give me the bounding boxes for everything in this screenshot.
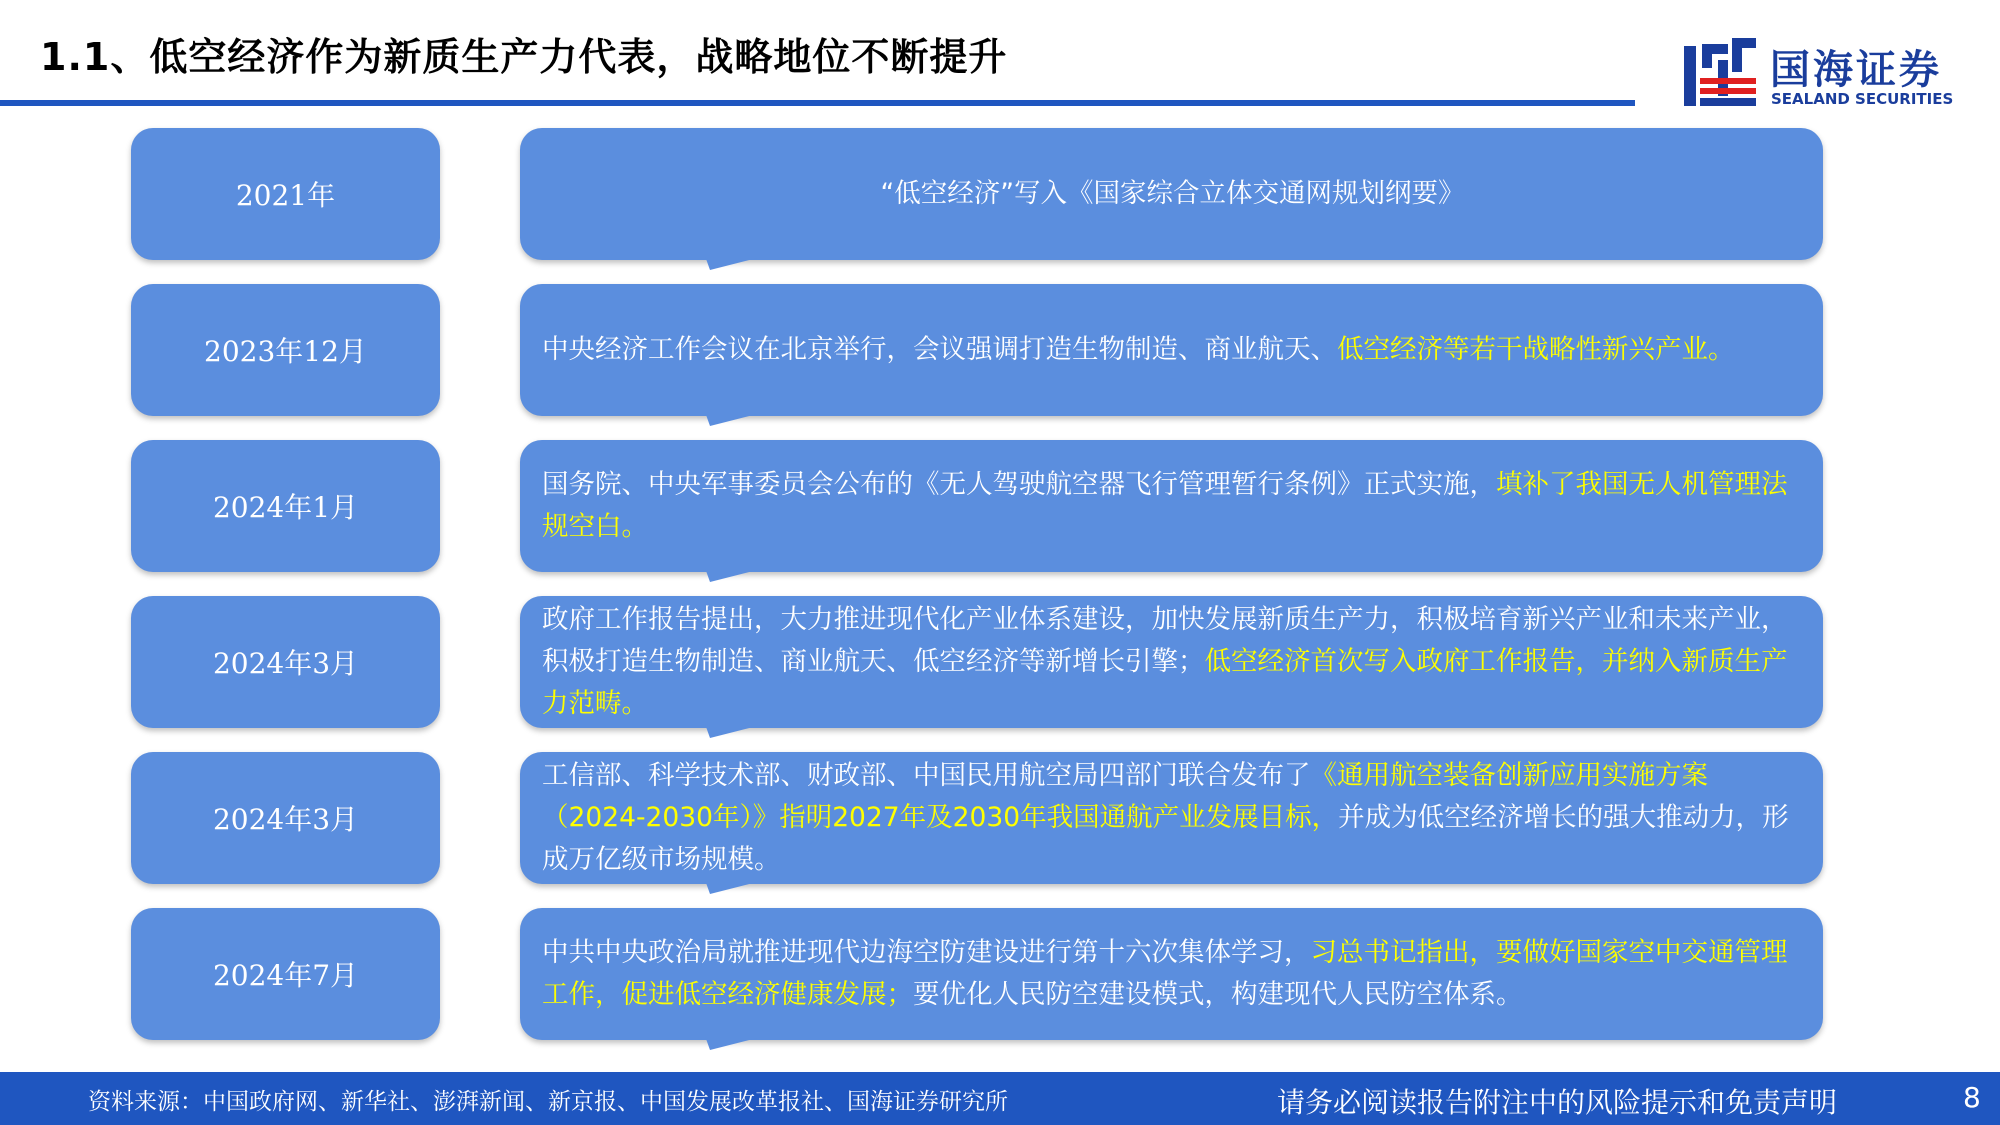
timeline-date: 2024年3月	[131, 596, 440, 728]
timeline-date: 2024年7月	[131, 908, 440, 1040]
timeline-event-callout	[520, 284, 1823, 416]
callout-pointer	[705, 880, 765, 898]
timeline-row	[0, 440, 2000, 572]
highlighted-text: 低空经济首次写入政府工作报告，并纳入新质生产力范畴。	[542, 646, 1788, 719]
timeline-event-text	[542, 932, 1803, 1016]
highlighted-text: 低空经济等若干战略性新兴产业。	[1337, 334, 1735, 365]
callout-pointer	[705, 256, 765, 274]
event-text: 中共中央政治局就推进现代边海空防建设进行第十六次集体学习，	[542, 937, 1311, 968]
event-text: 工信部、科学技术部、财政部、中国民用航空局四部门联合发布了	[542, 760, 1311, 791]
timeline-event-callout	[520, 752, 1823, 884]
timeline-event-text	[542, 329, 1803, 371]
event-text: 并成为低空经济增长的强大推动力，形成万亿级市场规模。	[542, 802, 1789, 875]
source-note: 资料来源：中国政府网、新华社、澎湃新闻、新京报、中国发展改革报社、国海证券研究所	[88, 1089, 1008, 1115]
timeline-row	[0, 596, 2000, 728]
callout-pointer	[705, 412, 765, 430]
callout-pointer	[705, 724, 765, 742]
page-title: 1.1、低空经济作为新质生产力代表，战略地位不断提升	[40, 35, 1008, 79]
event-text: 中央经济工作会议在北京举行，会议强调打造生物制造、商业航天、	[542, 334, 1337, 365]
logo-english-name: SEALAND SECURITIES	[1771, 90, 1954, 108]
timeline-date: 2023年12月	[131, 284, 440, 416]
timeline-event-callout	[520, 128, 1823, 260]
timeline-event-callout	[520, 440, 1823, 572]
callout-pointer	[705, 568, 765, 586]
timeline-date: 2024年3月	[131, 752, 440, 884]
event-text: 要优化人民防空建设模式，构建现代人民防空体系。	[913, 979, 1523, 1010]
timeline-event-text	[542, 464, 1803, 548]
disclaimer-text: 请务必阅读报告附注中的风险提示和免责声明	[1277, 1086, 1838, 1119]
timeline-event-text	[881, 173, 1465, 215]
timeline-row	[0, 128, 2000, 260]
timeline-event-callout	[520, 908, 1823, 1040]
timeline-event-callout	[520, 596, 1823, 728]
timeline-event-text	[542, 599, 1803, 725]
highlighted-text: 《通用航空装备创新应用实施方案（2024-2030年）》指明2027年及2030年我国通航产业发展目标，	[542, 760, 1708, 833]
callout-pointer	[705, 1036, 765, 1054]
logo-chinese-name: 国海证券	[1770, 47, 1942, 93]
page-number: 8	[1963, 1081, 1981, 1114]
footer-bar	[0, 1072, 2000, 1125]
timeline-date: 2021年	[131, 128, 440, 260]
event-text: 政府工作报告提出，大力推进现代化产业体系建设，加快发展新质生产力，积极培育新兴产业和未来产业，积极打造生物制造、商业航天、低空经济等新增长引擎；	[542, 604, 1788, 677]
timeline-row	[0, 752, 2000, 884]
highlighted-text: 填补了我国无人机管理法规空白。	[542, 469, 1788, 542]
timeline-row	[0, 908, 2000, 1040]
event-text: “低空经济”写入《国家综合立体交通网规划纲要》	[880, 178, 1465, 209]
timeline-event-text	[542, 755, 1803, 881]
event-text: 国务院、中央军事委员会公布的《无人驾驶航空器飞行管理暂行条例》正式实施，	[542, 469, 1496, 500]
timeline-row	[0, 284, 2000, 416]
highlighted-text: 习总书记指出，要做好国家空中交通管理工作，促进低空经济健康发展；	[542, 937, 1788, 1010]
timeline-date: 2024年1月	[131, 440, 440, 572]
